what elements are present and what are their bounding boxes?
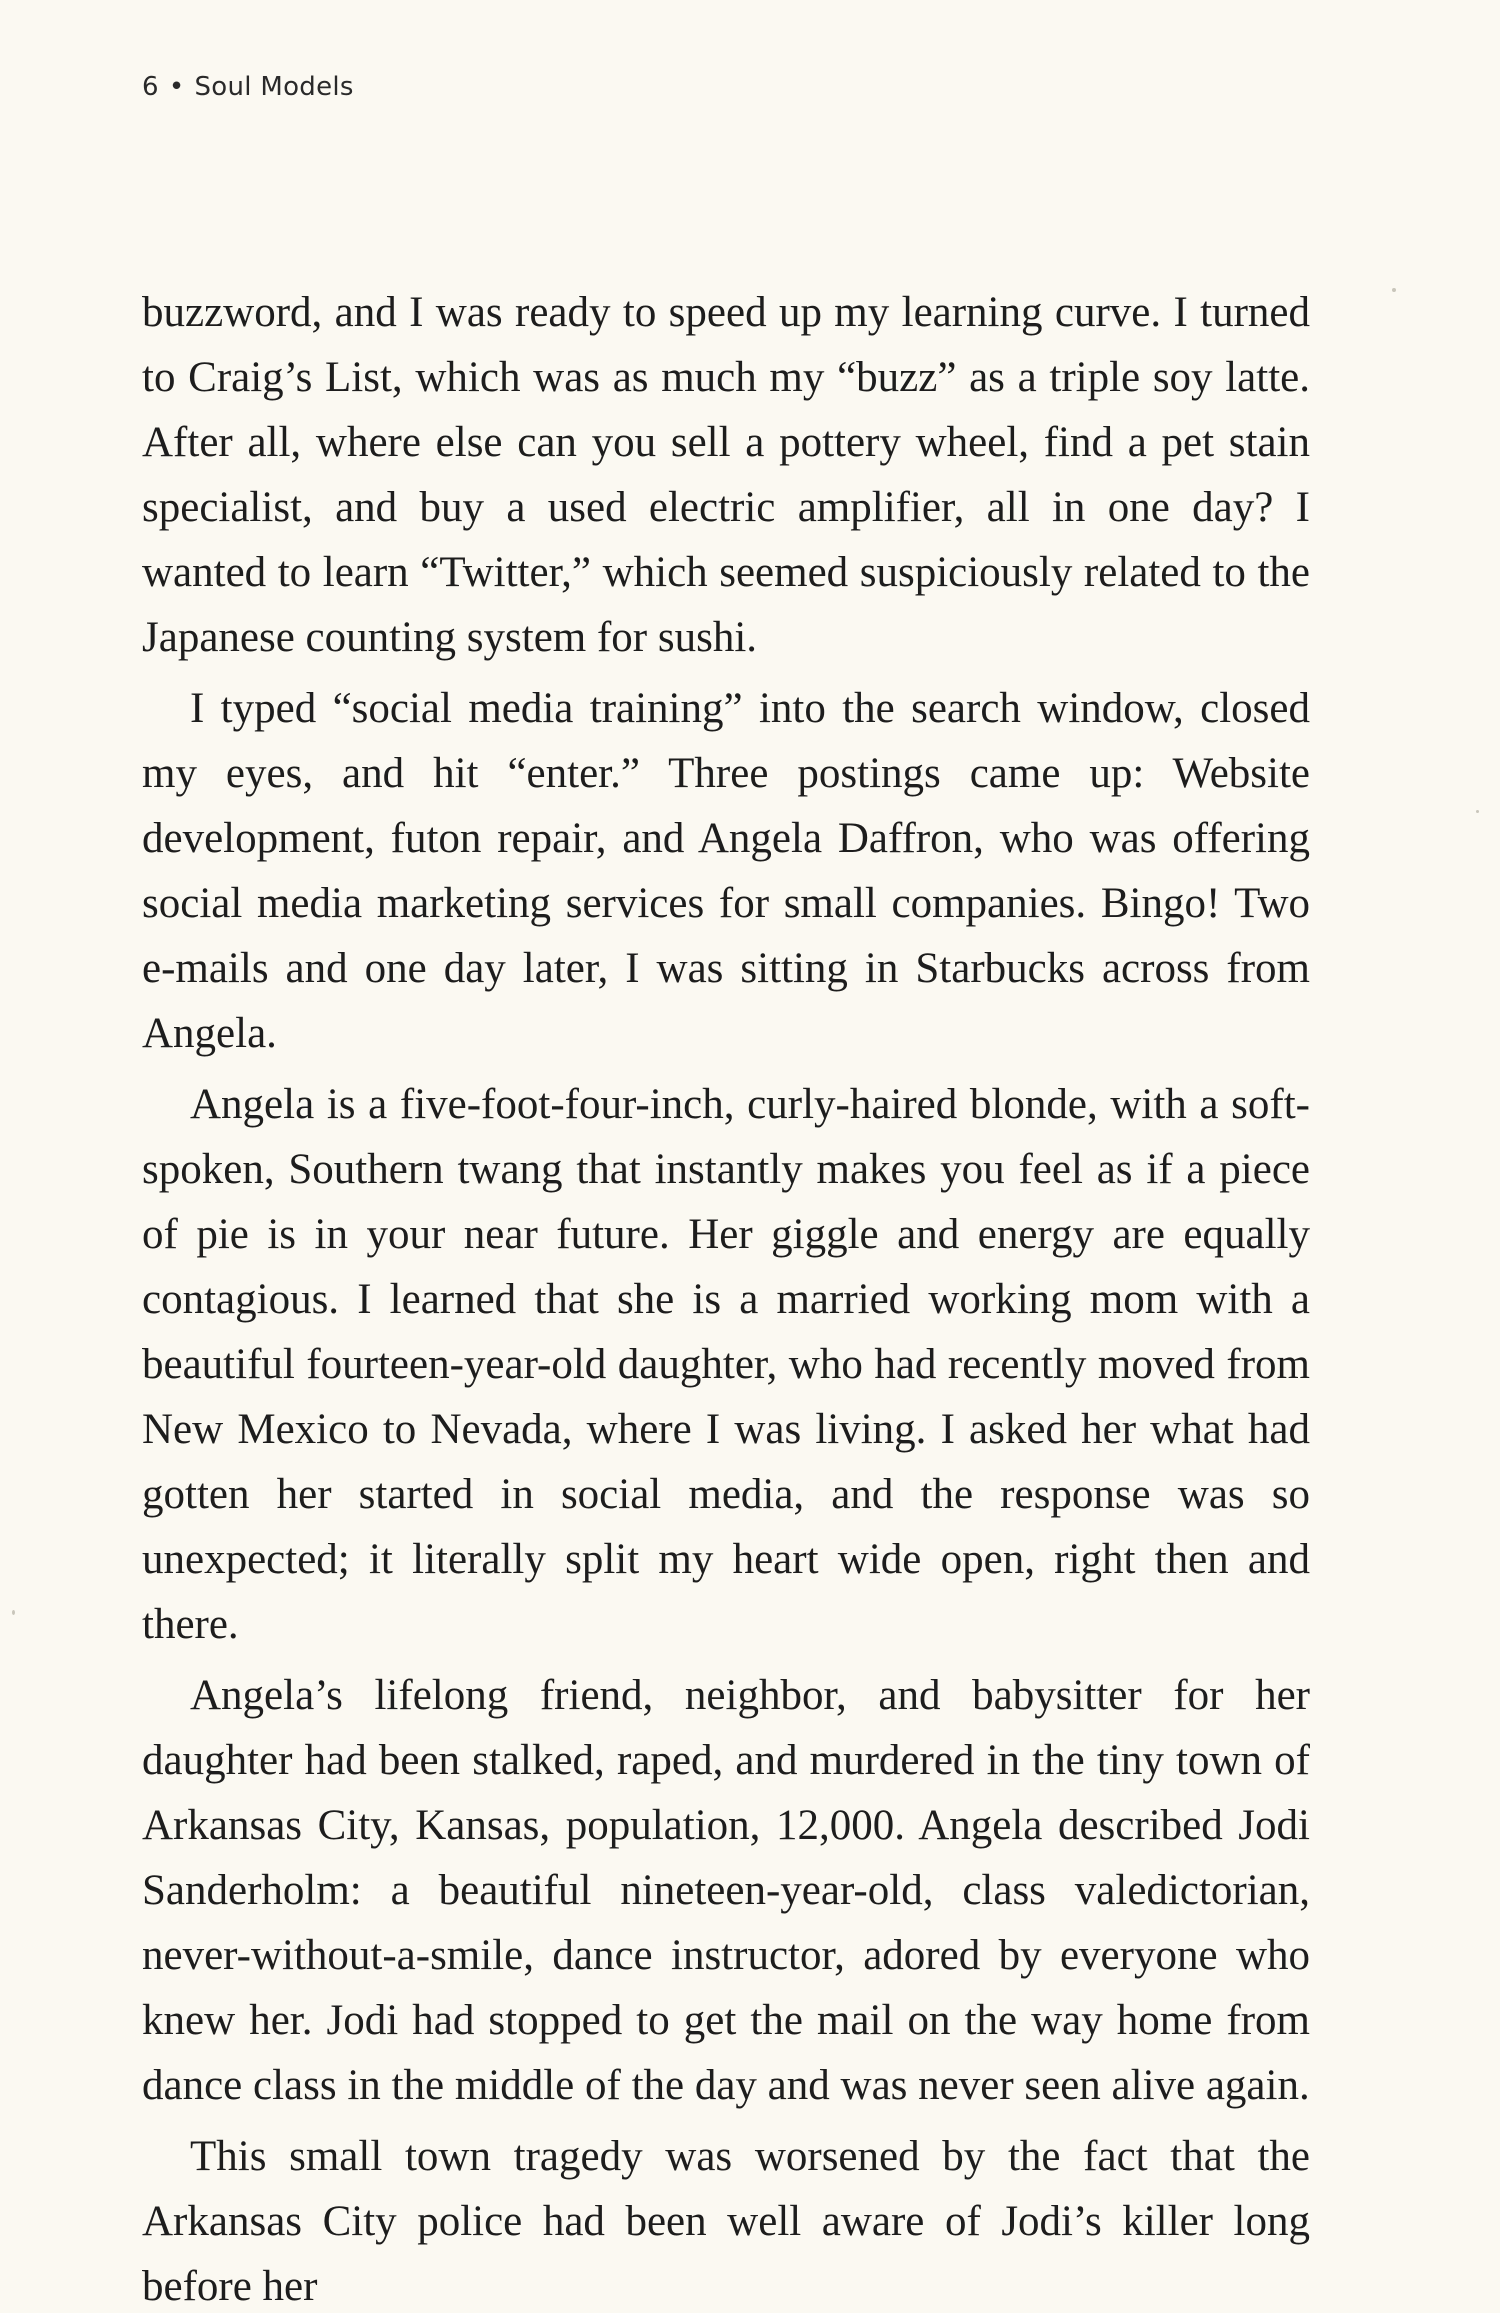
paragraph: Angela’s lifelong friend, neighbor, and babysitter for her daughter had been stalked, raped, and murdered in the tiny town of Arkansas City, Kansas, population, 12,000. Angela described Jodi Sanderholm: a beautiful nineteen-year-old, class valedictorian, never-without-a-smile, dance instructor, adored by everyone who knew her. Jodi had stopped to get the mail on the way home from dance class in the middle of the day and was never seen alive again. (142, 1672, 1310, 2109)
scan-speck (1392, 288, 1396, 292)
scan-speck (1476, 810, 1479, 813)
running-head (142, 72, 354, 102)
paragraph: Angela is a five-foot-four-inch, curly-haired blonde, with a soft-spoken, Southern twang that instantly makes you feel as if a piece of pie is in your near future. Her giggle and energy are equally contagious. I learned that she is a married working mom with a beautiful fourteen-year-old daughter, who had recently moved from New Mexico to Nevada, where I was living. I asked her what had gotten her started in social media, and the response was so unexpected; it literally split my heart wide open, right then and there. (142, 1081, 1310, 1648)
separator-bullet: • (168, 72, 185, 102)
paragraph: I typed “social media training” into the search window, closed my eyes, and hit “enter.” Three postings came up: Website development, futon repair, and Angela Daffron, who was offering social media marketing services for small companies. Bingo! Two e-mails and one day later, I was sitting in Starbucks across from Angela. (142, 685, 1310, 1057)
body-text (142, 280, 1310, 2313)
paragraph-continued: buzzword, and I was ready to speed up my learning curve. I turned to Craig’s List, which was as much my “buzz” as a triple soy latte. After all, where else can you sell a pottery wheel, find a pet stain specialist, and buy a used electric amplifier, all in one day? I wanted to learn “Twitter,” which seemed suspiciously related to the Japanese counting system for sushi. (142, 289, 1310, 661)
book-title: Soul Models (194, 72, 354, 102)
paragraph: This small town tragedy was worsened by the fact that the Arkansas City police had been well aware of Jodi’s killer long before her (142, 2133, 1310, 2310)
page-number: 6 (142, 72, 159, 102)
scan-speck (12, 1610, 15, 1615)
